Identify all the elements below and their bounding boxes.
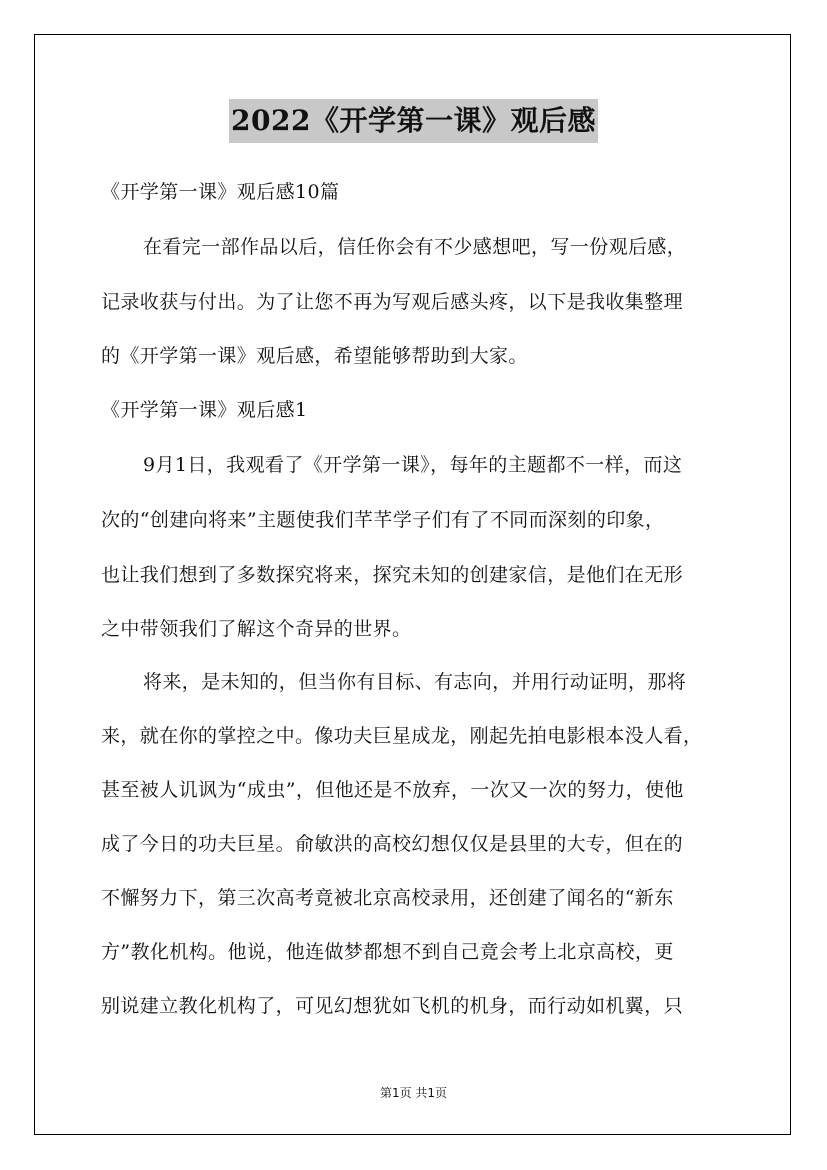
paragraph-line: 来，就在你的掌控之中。像功夫巨星成龙，刚起先拍电影根本没人看，: [101, 725, 703, 747]
paragraph-line: 9月1日，我观看了《开学第一课》，每年的主题都不一样，而这: [143, 454, 683, 476]
paragraph-line: 记录收获与付出。为了让您不再为写观后感头疼，以下是我收集整理: [101, 291, 684, 313]
paragraph-line: 别说建立教化机构了，可见幻想犹如飞机的机身，而行动如机翼，只: [101, 995, 684, 1017]
paragraph-line: 甚至被人讥讽为“成虫”，但他还是不放弃，一次又一次的努力，使他: [101, 779, 684, 801]
paragraph-line: 将来，是未知的，但当你有目标、有志向，并用行动证明，那将: [143, 671, 687, 693]
paragraph-line: 在看完一部作品以后，信任你会有不少感想吧，写一份观后感，: [143, 236, 687, 258]
document-title-wrap: [0, 99, 827, 143]
page-footer: 第1页 共1页: [379, 1086, 448, 1100]
paragraph-line: 成了今日的功夫巨星。俞敏洪的高校幻想仅仅是县里的大专，但在的: [101, 833, 684, 855]
subtitle-line: 《开学第一课》观后感10篇: [101, 181, 340, 203]
paragraph-line: 也让我们想到了多数探究将来，探究未知的创建家信，是他们在无形: [101, 564, 684, 586]
paragraph-line: 不懈努力下，第三次高考竟被北京高校录用，还创建了闻名的“新东: [101, 887, 674, 909]
paragraph-line: 之中带领我们了解这个奇异的世界。: [101, 618, 412, 640]
section-heading: 《开学第一课》观后感1: [101, 399, 308, 421]
paragraph-line: 方”教化机构。他说，他连做梦都想不到自己竟会考上北京高校，更: [101, 941, 674, 963]
document-title: 2022《开学第一课》观后感: [229, 99, 598, 143]
paragraph-line: 次的“创建向将来”主题使我们芊芊学子们有了不同而深刻的印象，: [101, 509, 665, 531]
paragraph-line: 的《开学第一课》观后感，希望能够帮助到大家。: [101, 345, 528, 367]
